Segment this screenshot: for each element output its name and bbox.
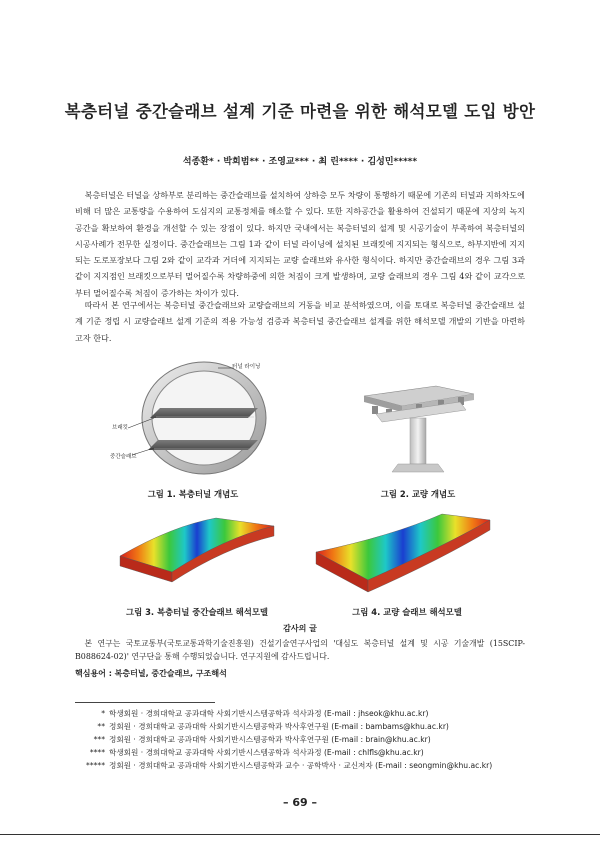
- footnote-3: *** 정회원 · 경희대학교 공과대학 사회기반시스템공학과 박사후연구원 (E-mail : brain@khu.ac.kr): [93, 735, 431, 744]
- footnote-1: * 학생회원 · 경희대학교 공과대학 사회기반시스템공학과 석사과정 (E-mail : jhseok@khu.ac.kr): [101, 709, 429, 718]
- bridge-slab-contour-plot: [312, 508, 494, 600]
- figure-4-caption: 그림 4. 교량 슬래브 해석모델: [352, 607, 462, 617]
- body-paragraph-2: 따라서 본 연구에서는 복층터널 중간슬래브와 교량슬래브의 거동을 비교 분석하였으며, 이를 토대로 복층터널 중간슬래브 설계 기준 정립 시 교량슬래브 설계 기준의 적용 가능성 검증과 복층터널 중간슬래브 설계를 위한 해석모델 개발의 기반을 마련하고자 한다.: [75, 300, 525, 343]
- figure-2-bridge-concept: [358, 384, 478, 474]
- figure-3-slab-model: [112, 512, 282, 594]
- acknowledgement-heading: 감사의 글: [283, 624, 317, 633]
- figure-1-caption: 그림 1. 복층터널 개념도: [147, 489, 239, 499]
- label-middle-slab: 중간슬래브: [110, 454, 137, 460]
- footnote-rule: [75, 702, 215, 703]
- tunnel-slab-contour-plot: [112, 512, 282, 594]
- acknowledgement-text: 본 연구는 국토교통부(국토교통과학기술진흥원) 건설기술연구사업의 '대심도 복층터널 설계 및 시공 기술개발 (15SCIP-B088624-02)' 연구단을 통해 수행되었습니다. 연구지원에 감사드립니다.: [75, 639, 525, 661]
- tunnel-concept-drawing: [108, 360, 278, 478]
- footnote-4: **** 학생회원 · 경희대학교 공과대학 사회기반시스템공학과 석사과정 (E-mail : chlfls@khu.ac.kr): [89, 748, 424, 757]
- paper-title: 복층터널 중간슬래브 설계 기준 마련을 위한 해석모델 도입 방안: [64, 102, 536, 121]
- keywords: 핵심용어 : 복층터널, 중간슬래브, 구조해석: [75, 669, 227, 678]
- page-bottom-rule: [0, 834, 600, 835]
- author-list: 석종환* · 박희범** · 조영교*** · 최 린**** · 김성민*****: [182, 157, 418, 167]
- figure-3-caption: 그림 3. 복층터널 중간슬래브 해석모델: [125, 607, 269, 617]
- label-tunnel-lining: 터널 라이닝: [232, 364, 261, 370]
- body-paragraph-1: 복층터널은 터널을 상하부로 분리하는 중간슬래브를 설치하여 상하층 모두 차량이 통행하기 때문에 기존의 터널과 지하차도에 비해 더 많은 교통량을 수용하여 도심지의 교통정체를 해소할 수 있다. 또한 지하공간을 활용하여 건설되기 때문에 지상의 녹지공간을 확보하여 환경을 개선할 수 있는 장점이 있다. 하지만 국내에서는 복층터널의 설계 및 시공기술이 부족하여 복층터널의 시공사례가 전무한 실정이다. 중간슬래브는 그림 1과 같이 터널 라이닝에 설치된 브래킷에 지지되는 형식으로, 하부지반에 지지되는 도로포장보다 그림 2와 같이 교각과 거더에 지지되는 교량 슬래브와 유사한 형식이다. 하지만 중간슬래브의 경우 그림 3과 같이 지지점인 브래킷으로부터 멀어질수록 차량하중에 의한 처짐이 크게 발생하며, 교량 슬래브의 경우 그림 4와 같이 교각으로부터 멀어질수록 처짐이 증가하는 차이가 있다.: [75, 190, 526, 298]
- figure-1-tunnel-concept: [108, 360, 278, 478]
- figure-2-caption: 그림 2. 교량 개념도: [380, 489, 456, 499]
- bridge-concept-drawing: [358, 384, 478, 474]
- label-bracket: 브래킷: [112, 425, 128, 431]
- figure-4-bridge-slab-model: [312, 508, 494, 600]
- page-number: – 69 –: [283, 796, 317, 809]
- footnote-5: ***** 정회원 · 경희대학교 공과대학 사회기반시스템공학과 교수 · 공학박사 · 교신저자 (E-mail : seongmin@khu.ac.kr): [86, 761, 493, 770]
- footnote-2: ** 정회원 · 경희대학교 공과대학 사회기반시스템공학과 박사후연구원 (E-mail : bambams@khu.ac.kr): [97, 722, 449, 731]
